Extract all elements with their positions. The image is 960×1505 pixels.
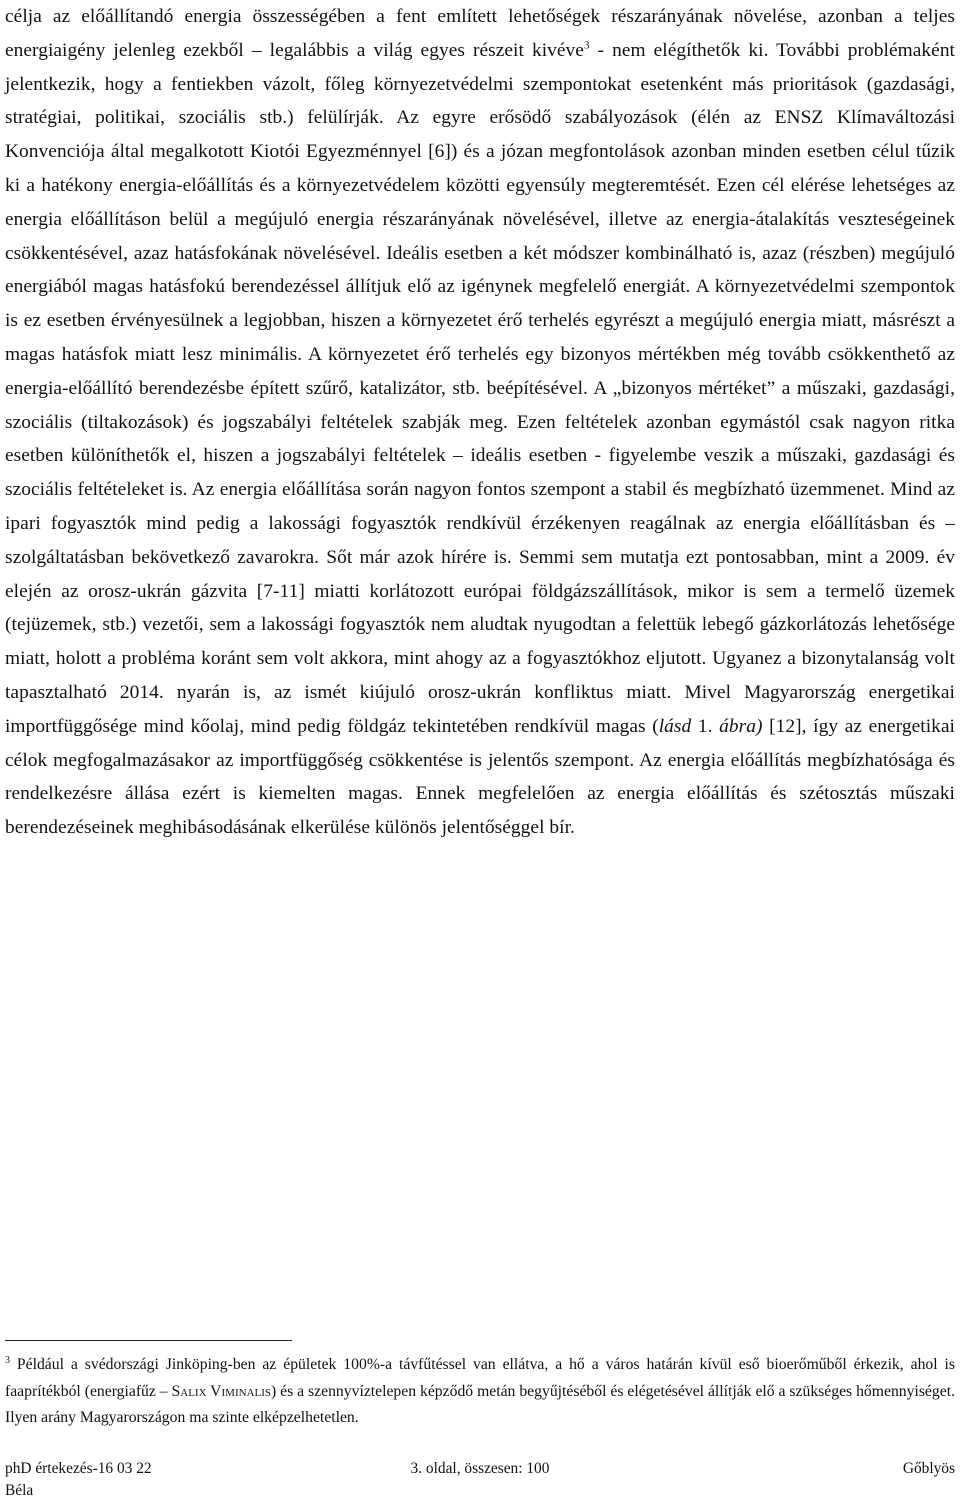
page-footer xyxy=(5,1458,955,1504)
body-text-figure-number: 1. xyxy=(691,715,720,737)
body-text-discussion: Ezen cél elérése lehetséges az energia előállításon belül a megújuló energia részarányának növelésével, illetve az energia-átalakítás veszteségeinek csökkentésével, azaz hatásfokának növelésével. Ideális esetben a két módszer kombinálható is, azaz (részben) megújuló energiából magas hatásfokú berendezéssel állítjuk elő az igénynek megfelelő energiát. A környezetvédelmi szempontok is ez esetben érvényesülnek a legjobban, hiszen a környezetet érő terhelés egyrészt a megújuló energia miatt, másrészt a magas hatásfok miatt lesz minimális. A környezetet érő terhelés egy bizonyos mértékben még tovább csökkenthető az energia-előállító berendezésbe épített szűrő, katalizátor, stb. beépítésével. A „bizonyos mértéket” a műszaki, gazdasági, szociális (tiltakozások) és jogszabályi feltételek szabják meg. Ezen feltételek azonban egymástól csak nagyon ritka esetben különíthetők el, hiszen a jogszabályi feltételek – ideális esetben - figyelembe veszik a műszaki, gazdasági és szociális feltételeket is. Az energia előállítása során nagyon fontos szempont a stabil és megbízható üzemmenet. Mind az ipari fogyasztók mind pedig a lakossági fogyasztók rendkívül érzékenyen reagálnak az energia előállításban és – szolgáltatásban bekövetkező zavarokra. Sőt már azok hírére is. Semmi sem mutatja ezt pontosabban, mint a 2009. év elején az orosz-ukrán gázvita [7-11] miatti korlátozott európai földgázszállítások, mikor is sem a termelő üzemek (tejüzemek, stb.) vezetői, sem a lakossági fogyasztók nem aludtak nyugodtan a felettük lebegő gázkorlátozás lehetősége miatt, holott a probléma koránt sem volt akkora, mint ahogy az a fogyasztókhoz eljutott. Ugyanez a bizonytalanság volt tapasztalható 2014. nyarán is, az ismét kiújuló orosz-ukrán konfliktus miatt. Mivel Magyarország energetikai importfüggősége mind kőolaj, mind pedig földgáz tekintetében rendkívül magas ( xyxy=(5,174,955,737)
footnote xyxy=(5,1352,955,1432)
footer-document-title: phD értekezés-16 03 22 xyxy=(5,1460,152,1477)
body-text-italic-figure: ábra) xyxy=(719,715,763,737)
body-text-problem: - nem elégíthetők ki. További problémaként jelentkezik, hogy a fentiekben vázolt, főleg környezetvédelmi szempontokat esetenként más prioritások (gazdasági, stratégiai, politikai, szociális stb.) felülírják. xyxy=(5,39,955,129)
body-text-italic-see: lásd xyxy=(658,715,692,737)
footnote-reference[interactable]: 3 xyxy=(583,39,590,52)
body-paragraph xyxy=(5,0,955,845)
footer-author-given-name: Béla xyxy=(5,1482,34,1499)
footer-page-number: 3. oldal, összesen: 100 xyxy=(410,1460,550,1477)
footnote-separator xyxy=(5,1340,292,1341)
footnote-marker: 3 xyxy=(5,1354,10,1366)
footnote-text-end: ) és a szennyvíztelepen képződő metán begyűjtéséből és elégetésével állítják elő a szükséges hőmennyiséget. Ilyen arány Magyarországon ma szinte elképzelhetetlen. xyxy=(5,1382,955,1426)
body-text-regulation: Az egyre erősödő szabályozások (élén az ENSZ Klímaváltozási Konvenciója által megalkotott Kiotói Egyezménnyel [6]) és a józan megfontolások azonban minden esetben célul tűzik ki a hatékony energia-előállítás és a környezetvédelem közötti egyensúly megteremtését. xyxy=(5,107,956,196)
footnote-latin-name: Salix Viminalis xyxy=(171,1382,272,1400)
footnote-text-start: Például a svédországi Jinköping-ben az épületek 100%-a távfűtéssel van ellátva, a hő a város határán kívül eső bioerőműből érkezik, ahol is faaprítékból (energiafűz – xyxy=(5,1356,955,1400)
body-text-start: célja az előállítandó energia összességében a fent említett lehetőségek részarányának növelése, azonban a teljes energiaigény jelenleg ezekből – legalábbis a világ egyes részeit kivéve xyxy=(5,6,955,61)
body-text-conclusion: [12], így az energetikai célok megfogalmazásakor az importfüggőség csökkentése is jelentős szempont. Az energia előállítás megbízhatósága és rendelkezésre állása ezért is kiemelten magas. Ennek megfelelően az energia előállítás és szétosztás műszaki berendezéseinek meghibásodásának elkerülése különös jelentőséggel bír. xyxy=(5,715,955,839)
footer-author-surname: Gőblyös xyxy=(902,1460,955,1477)
